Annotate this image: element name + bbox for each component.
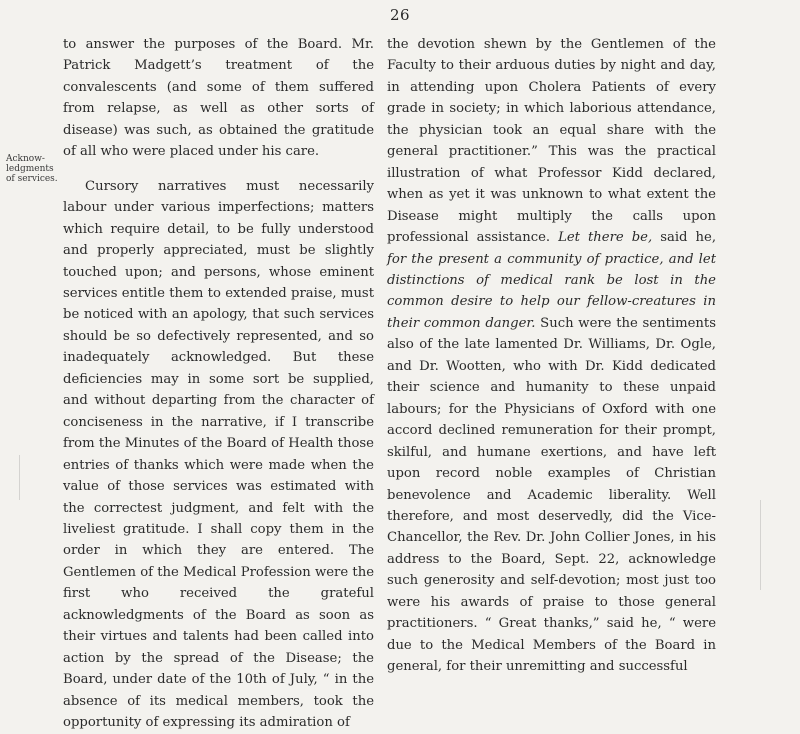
right-column [387, 34, 716, 678]
right-text-before-quote: the devotion shewn by the Gentlemen of the Faculty to their arduous duties by night and day, in attending upon Cholera Patients of every grade in society; in which laborious attendance, the physician took an equal share with the general practitioner.” This was the practical illustration of what Professor Kidd declared, when as yet it was unknown to what extent the Disease might multiply the calls upon professional assistance. [387, 37, 716, 246]
left-column [63, 34, 374, 734]
right-paragraph [387, 34, 716, 678]
right-text-after-quote: Such were the sentiments also of the late lamented Dr. Williams, Dr. Ogle, and Dr. Wootten, who with Dr. Kidd dedicated their science and humanity to these unpaid labours; for the Physicians of Oxford with one accord declined remuneration for their prompt, skilful, and humane exertions, and have left upon record noble examples of Christian benevolence and Academic liberality. Well therefore, and most deservedly, did the Vice-Chancellor, the Rev. Dr. John Collier Jones, in his address to the Board, Sept. 22, acknowledge such generosity and self-devotion; most just too were his awards of praise to those general practitioners. “ Great thanks,” said he, “ were due to the Medical Members of the Board in general, for their unremitting and successful [387, 315, 716, 675]
quote-let-there-be: Let there be, [558, 230, 653, 246]
margin-note-line: ledgments [6, 164, 54, 174]
kidd-quote: for the present a community of practice, and let distinctions of medical rank be lost in the common desire to help our fellow-creatures in their common danger. [387, 251, 716, 331]
margin-note-line: of services. [6, 174, 58, 184]
left-paragraph-1: to answer the purposes of the Board. Mr. Patrick Madgett’s treatment of the convalescents (and some of them suffered from relapse, as well as other sorts of disease) was such, as obtained the gratitude of all who were placed under his care. [63, 37, 374, 160]
said-he: said he, [652, 230, 717, 246]
margin-note [6, 154, 58, 184]
page-number: 26 [389, 6, 411, 24]
left-paragraph-2: Cursory narratives must necessarily labour under various imperfections; matters which require detail, to be fully understood and properly appreciated, must be slightly touched upon; and persons, whose eminent services entitle them to extended praise, must be noticed with an apology, that such services should be so defectively represented, and so inadequately acknowledged. But these deficiencies may in some sort be supplied, and without departing from the character of conciseness in the narrative, if I transcribe from the Minutes of the Board of Health those entries of thanks which were made when the value of those services was estimated with the correctest judgment, and felt with the liveliest gratitude. I shall copy them in the order in which they are entered. The Gentlemen of the Medical Profession were the first who received the grateful acknowledgments of the Board as soon as their virtues and talents had been called into action by the spread of the Disease; the Board, under date of the 10th of July, “ in the absence of its medical members, took the opportunity of expressing its admiration of [63, 178, 374, 731]
margin-note-line: Acknow- [6, 154, 45, 164]
scan-margin-mark [760, 500, 761, 590]
scan-margin-mark [19, 455, 20, 500]
